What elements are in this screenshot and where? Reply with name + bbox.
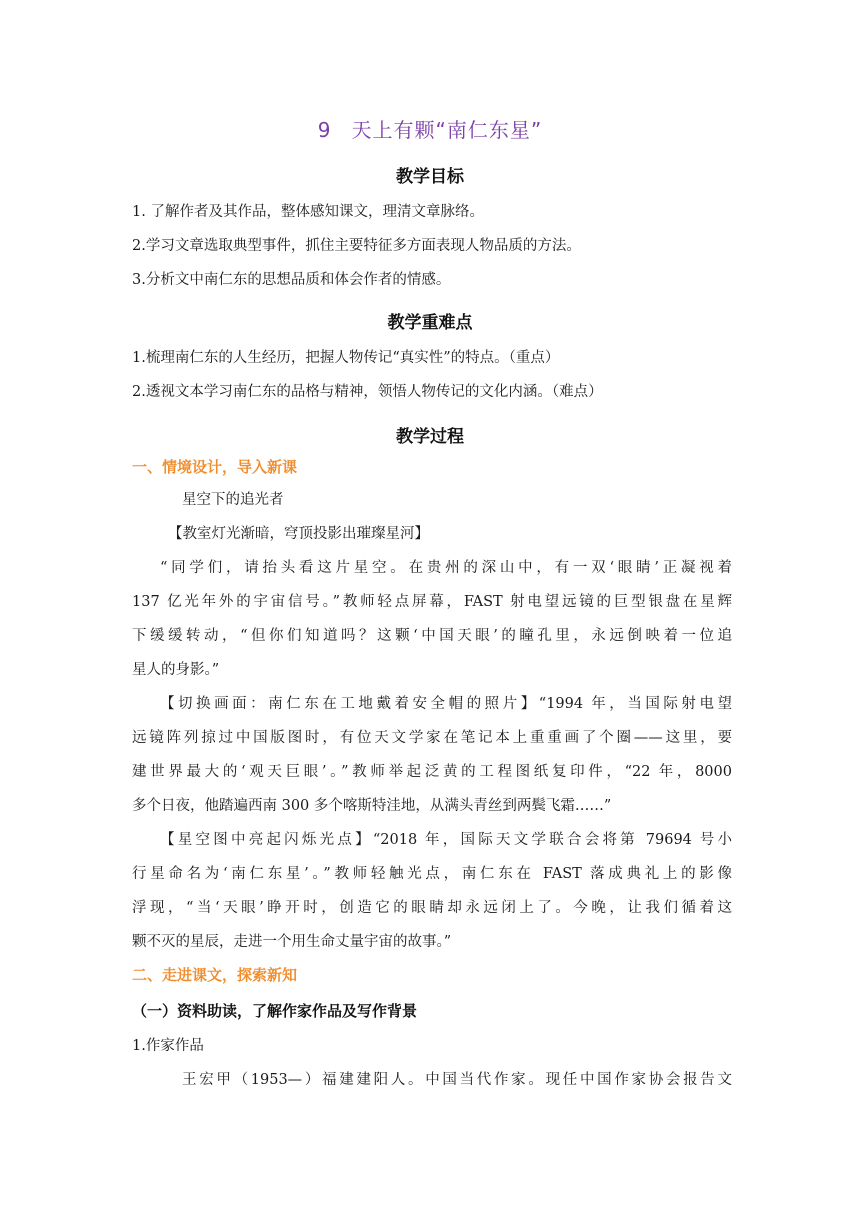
paragraph-line: “同学们，请抬头看这片星空。在贵州的深山中，有一双‘眼睛’正凝视着 [160,560,732,576]
part2-item: 1.作家作品 [132,1038,204,1054]
paragraph-line: 浮现，“当‘天眼’睁开时，创造它的眼睛却永远闭上了。今晚，让我们循着这 [132,900,732,916]
paragraph-line: 远镜阵列掠过中国版图时，有位天文学家在笔记本上重重画了个圈——这里，要 [132,730,732,746]
paragraph-line: 【切换画面：南仁东在工地戴着安全帽的照片】“1994 年，当国际射电望 [160,696,732,712]
keypoints-heading: 教学重难点 [387,313,473,333]
part1-heading: 一、情境设计，导入新课 [132,458,298,476]
objective-item: 1. 了解作者及其作品，整体感知课文，理清文章脉络。 [132,204,484,220]
paragraph-line: 【教室灯光渐暗，穹顶投影出璀璨星河】 [168,526,429,542]
lesson-number: 9 [317,118,332,142]
objective-item: 3.分析文中南仁东的思想品质和体会作者的情感。 [132,272,451,288]
paragraph-line: 【星空图中亮起闪烁光点】“2018 年，国际天文学联合会将第 79694 号小 [160,832,732,848]
keypoint-item: 1.梳理南仁东的人生经历，把握人物传记“真实性”的特点。（重点） [132,350,560,366]
paragraph-line: 行星命名为‘南仁东星’。”教师轻触光点，南仁东在 FAST 落成典礼上的影像 [132,866,732,882]
paragraph-line: 多个日夜，他踏遍西南 300 多个喀斯特洼地，从满头青丝到两鬓飞霜……” [132,798,612,814]
objective-item: 2.学习文章选取典型事件，抓住主要特征多方面表现人物品质的方法。 [132,238,581,254]
objectives-heading: 教学目标 [396,167,464,187]
paragraph-line: 王宏甲（1953—）福建建阳人。中国当代作家。现任中国作家协会报告文 [182,1072,732,1088]
paragraph-line: 星人的身影。” [132,662,220,678]
page-title [0,114,860,143]
paragraph-line: 星空下的追光者 [182,492,284,508]
part2-heading: 二、走进课文，探索新知 [132,966,298,984]
paragraph-line: 下缓缓转动，“但你们知道吗？这颗‘中国天眼’的瞳孔里，永远倒映着一位追 [132,628,732,644]
paragraph-line: 建世界最大的‘观天巨眼’。”教师举起泛黄的工程图纸复印件，“22 年，8000 [132,764,732,780]
paragraph-line: 颗不灭的星辰，走进一个用生命丈量宇宙的故事。” [132,934,452,950]
paragraph-line: 137 亿光年外的宇宙信号。”教师轻点屏幕，FAST 射电望远镜的巨型银盘在星辉 [132,594,732,610]
lesson-title: 天上有颗“南仁东星” [351,118,543,142]
keypoint-item: 2.透视文本学习南仁东的品格与精神，领悟人物传记的文化内涵。（难点） [132,384,603,400]
part2-subheading: （一）资料助读，了解作家作品及写作背景 [132,1002,418,1020]
process-heading: 教学过程 [396,427,464,447]
